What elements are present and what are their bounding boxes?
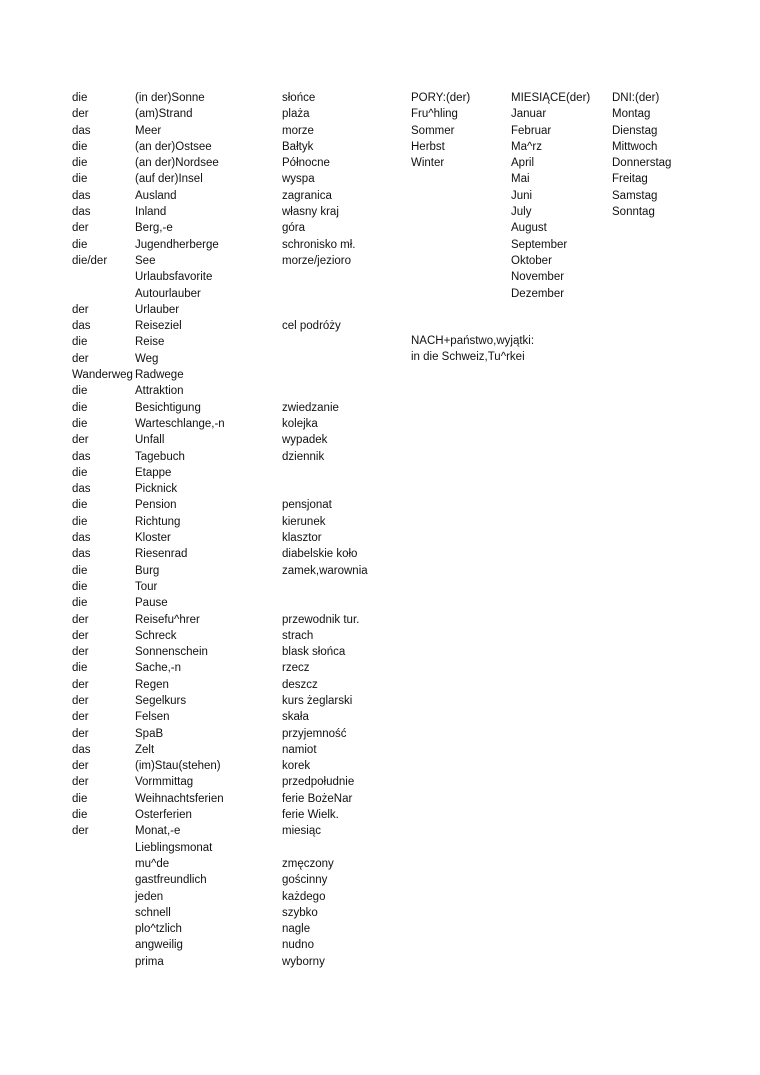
vocab-polish: plaża (282, 108, 310, 121)
months-header: MIESIĄCE(der) (511, 92, 591, 104)
vocab-german: gastfreundlich (135, 874, 207, 887)
vocab-article: der (72, 629, 89, 642)
vocab-article: der (72, 678, 89, 691)
vocab-german: Schreck (135, 629, 177, 642)
vocab-polish: namiot (282, 743, 317, 756)
season-item: Herbst (411, 140, 445, 153)
vocab-article: die (72, 466, 88, 479)
vocab-german: (im)Stau(stehen) (135, 760, 221, 773)
vocab-german: SpaB (135, 727, 164, 740)
vocab-polish: szybko (282, 906, 318, 919)
vocab-german: Etappe (135, 466, 172, 479)
vocab-german: (an der)Ostsee (135, 140, 212, 153)
vocab-polish: nudno (282, 939, 314, 952)
vocab-german: Monat,-e (135, 825, 181, 838)
vocab-polish: rzecz (282, 662, 310, 675)
vocab-german: Lieblingsmonat (135, 841, 213, 854)
vocab-polish: zagranica (282, 189, 332, 202)
vocab-german: (auf der)Insel (135, 173, 203, 186)
vocab-polish: Bałtyk (282, 140, 314, 153)
month-item: September (511, 238, 568, 251)
vocab-article: die (72, 238, 88, 251)
vocab-article: der (72, 303, 89, 316)
vocab-german: Osterferien (135, 809, 192, 822)
vocab-german: jeden (135, 890, 164, 903)
vocab-polish: wyborny (282, 955, 325, 968)
vocab-german: Urlauber (135, 303, 180, 316)
vocab-polish: przewodnik tur. (282, 613, 360, 626)
vocab-polish: strach (282, 629, 314, 642)
vocab-german: Weihnachtsferien (135, 792, 224, 805)
vocab-german: Sache,-n (135, 662, 182, 675)
vocab-german: Tour (135, 580, 158, 593)
vocab-german: Meer (135, 124, 162, 137)
day-item: Dienstag (612, 124, 658, 137)
vocab-german: Inland (135, 206, 167, 219)
vocab-polish: dziennik (282, 450, 325, 463)
vocab-german: Vormmittag (135, 776, 194, 789)
month-item: Oktober (511, 254, 552, 267)
vocab-polish: blask słońca (282, 646, 346, 659)
vocab-article: das (72, 743, 91, 756)
vocab-article: der (72, 776, 89, 789)
vocab-article: die (72, 809, 88, 822)
vocab-german: Pause (135, 597, 168, 610)
days-column (612, 90, 760, 220)
day-item: Mittwoch (612, 140, 658, 153)
vocab-polish: korek (282, 760, 311, 773)
vocab-polish: morze (282, 124, 314, 137)
vocab-article: der (72, 694, 89, 707)
vocab-polish: wyspa (282, 173, 315, 186)
day-item: Freitag (612, 173, 648, 186)
vocab-polish: nagle (282, 923, 311, 936)
vocab-german: schnell (135, 906, 171, 919)
vocab-german: Autourlauber (135, 287, 201, 300)
vocab-german: Burg (135, 564, 160, 577)
vocab-article: der (72, 108, 89, 121)
vocab-polish: diabelskie koło (282, 548, 358, 561)
months-column (511, 90, 590, 302)
vocab-german: Sonnenschein (135, 646, 208, 659)
month-item: July (511, 206, 532, 219)
vocab-german: Pension (135, 499, 177, 512)
vocab-article: der (72, 711, 89, 724)
vocab-article: die (72, 417, 88, 430)
vocab-article: der (72, 613, 89, 626)
vocab-german: Attraktion (135, 385, 184, 398)
vocab-polish: zwiedzanie (282, 401, 339, 414)
vocab-german: Segelkurs (135, 694, 187, 707)
vocab-german: Weg (135, 352, 159, 365)
vocab-article: die (72, 597, 88, 610)
month-item: Februar (511, 124, 552, 137)
seasons-header: PORY:(der) (411, 92, 471, 104)
vocab-german: Riesenrad (135, 548, 188, 561)
month-item: Dezember (511, 287, 565, 300)
vocab-german: Jugendherberge (135, 238, 219, 251)
vocab-article: die (72, 92, 88, 104)
vocab-polish: morze/jezioro (282, 254, 352, 267)
vocab-article: die (72, 336, 88, 349)
vocab-article: das (72, 532, 91, 545)
vocab-article: die (72, 140, 88, 153)
month-item: April (511, 157, 535, 170)
days-header: DNI:(der) (612, 92, 660, 104)
vocab-article: die (72, 564, 88, 577)
note-line: in die Schweiz,Tu^rkei (411, 351, 525, 364)
vocab-german: Reiseziel (135, 320, 182, 333)
vocab-polish: deszcz (282, 678, 318, 691)
vocab-german: Ausland (135, 189, 177, 202)
vocab-article: der (72, 646, 89, 659)
vocab-article: die/der (72, 254, 108, 267)
vocab-article: Wanderweg (72, 369, 133, 382)
vocab-article: das (72, 320, 91, 333)
vocab-article: der (72, 434, 89, 447)
vocab-polish: zmęczony (282, 857, 334, 870)
vocab-german: Berg,-e (135, 222, 173, 235)
month-item: Ma^rz (511, 140, 542, 153)
vocab-polish: kurs żeglarski (282, 694, 353, 707)
vocab-article: die (72, 173, 88, 186)
vocab-article: der (72, 352, 89, 365)
vocab-article: die (72, 499, 88, 512)
vocab-german: Tagebuch (135, 450, 185, 463)
day-item: Sonntag (612, 206, 655, 219)
vocab-german: Unfall (135, 434, 165, 447)
vocab-german: Richtung (135, 515, 181, 528)
vocab-article: die (72, 385, 88, 398)
vocab-german: See (135, 254, 156, 267)
vocab-article: die (72, 515, 88, 528)
vocab-article: das (72, 450, 91, 463)
vocab-article: der (72, 222, 89, 235)
vocab-article: die (72, 580, 88, 593)
vocab-german: plo^tzlich (135, 923, 182, 936)
vocab-german: Besichtigung (135, 401, 201, 414)
month-item: Juni (511, 189, 533, 202)
vocab-german: Kloster (135, 532, 171, 545)
season-item: Sommer (411, 124, 455, 137)
vocab-article: der (72, 760, 89, 773)
vocab-german: angweilig (135, 939, 183, 952)
vocab-article: das (72, 206, 91, 219)
vocab-german: Felsen (135, 711, 170, 724)
day-item: Donnerstag (612, 157, 672, 170)
vocab-polish: kierunek (282, 515, 326, 528)
vocab-german: Radwege (135, 369, 184, 382)
vocab-polish: przyjemność (282, 727, 347, 740)
vocab-german: Zelt (135, 743, 155, 756)
vocab-german: Regen (135, 678, 169, 691)
season-item: Fru^hling (411, 108, 458, 121)
nach-note (411, 333, 534, 366)
vocab-article: die (72, 792, 88, 805)
day-item: Montag (612, 108, 651, 121)
vocab-article: die (72, 662, 88, 675)
vocab-article: der (72, 727, 89, 740)
vocab-polish: pensjonat (282, 499, 332, 512)
vocab-article: das (72, 124, 91, 137)
vocab-polish: miesiąc (282, 825, 321, 838)
vocab-polish: kolejka (282, 417, 318, 430)
vocab-german: prima (135, 955, 164, 968)
vocab-polish: przedpołudnie (282, 776, 355, 789)
month-item: August (511, 222, 547, 235)
vocab-polish: własny kraj (282, 206, 339, 219)
vocab-polish: skała (282, 711, 309, 724)
vocab-german: mu^de (135, 857, 170, 870)
vocab-polish: wypadek (282, 434, 328, 447)
seasons-column (411, 90, 470, 171)
vocab-german: (in der)Sonne (135, 92, 205, 104)
vocab-german: Warteschlange,-n (135, 417, 225, 430)
vocab-article: das (72, 548, 91, 561)
vocab-polish: Północne (282, 157, 330, 170)
vocab-polish: ferie BożeNar (282, 792, 353, 805)
vocab-german: Picknick (135, 483, 178, 496)
vocab-polish: każdego (282, 890, 326, 903)
note-line: NACH+państwo,wyjątki: (411, 335, 535, 347)
day-item: Samstag (612, 189, 658, 202)
vocab-article: die (72, 401, 88, 414)
season-item: Winter (411, 157, 445, 170)
vocab-article: der (72, 825, 89, 838)
vocab-german: Reise (135, 336, 165, 349)
vocab-german: Reisefu^hrer (135, 613, 200, 626)
vocab-polish: schronisko mł. (282, 238, 356, 251)
month-item: Mai (511, 173, 530, 186)
vocab-polish: słońce (282, 92, 316, 104)
vocab-polish: gościnny (282, 874, 328, 887)
vocab-article: die (72, 157, 88, 170)
vocab-german: Urlaubsfavorite (135, 271, 213, 284)
vocab-article: das (72, 483, 91, 496)
vocab-polish: góra (282, 222, 306, 235)
month-item: November (511, 271, 565, 284)
vocab-german: (am)Strand (135, 108, 193, 121)
vocab-polish: cel podróży (282, 320, 341, 333)
vocab-polish: ferie Wielk. (282, 809, 339, 822)
vocab-polish: zamek,warownia (282, 564, 368, 577)
month-item: Januar (511, 108, 547, 121)
vocab-polish: klasztor (282, 532, 322, 545)
vocab-article: das (72, 189, 91, 202)
vocab-german: (an der)Nordsee (135, 157, 219, 170)
